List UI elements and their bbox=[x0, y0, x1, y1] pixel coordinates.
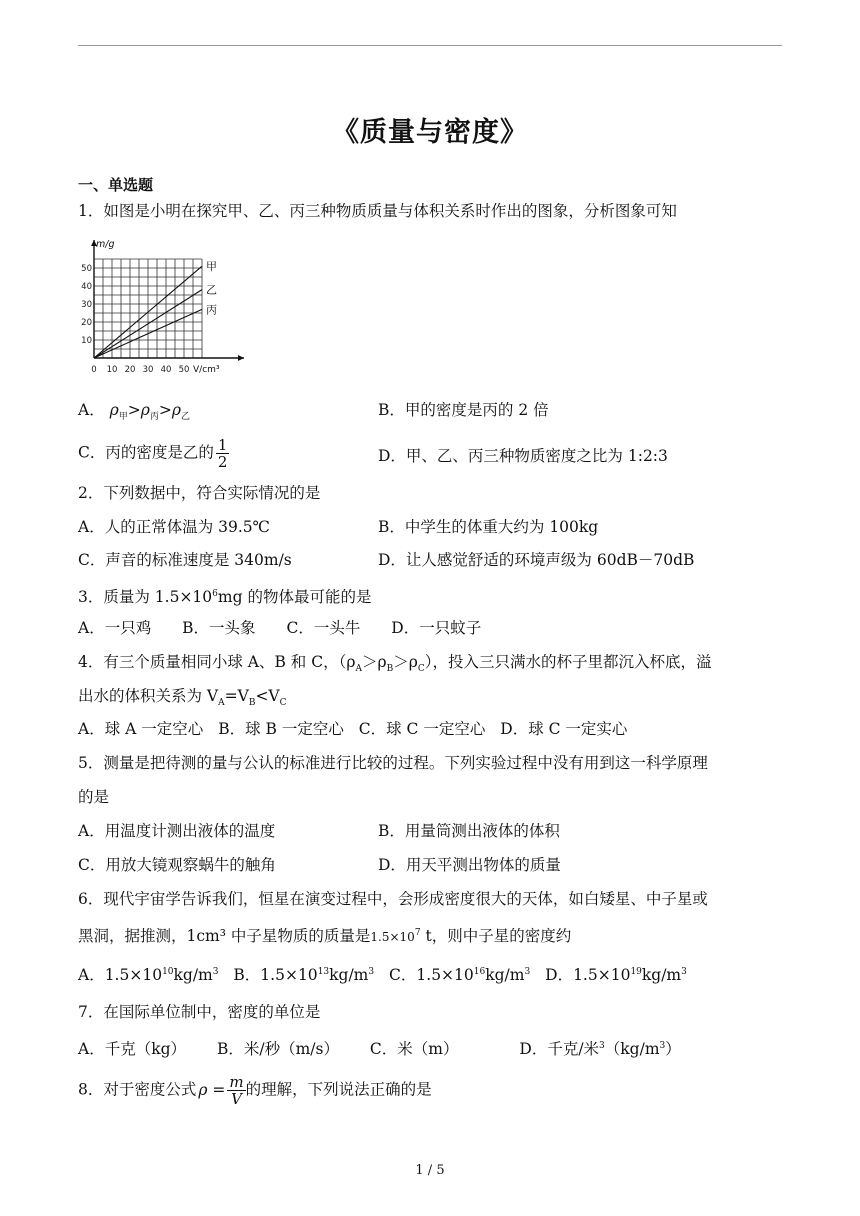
x-tick-label: 30 bbox=[142, 365, 154, 375]
q3-stem: 3．质量为 $1.5\times 10^6mg$ 的物体最可能的是 bbox=[78, 588, 372, 607]
x-tick-label: 10 bbox=[106, 365, 118, 375]
q6-option-b: B．$1.5\times 10^{13}kg/m^3$ bbox=[233, 966, 375, 985]
q1-option-a: A． $\rho_甲>\rho_丙>\rho_乙$ bbox=[78, 401, 191, 423]
mass-volume-chart bbox=[81, 238, 254, 378]
q2-option-c: C．声音的标准速度是 340m/s bbox=[78, 551, 292, 569]
series-label: 丙 bbox=[206, 303, 217, 317]
q3-options bbox=[78, 618, 481, 638]
q2-option-a: A．人的正常体温为 39.5℃ bbox=[78, 518, 270, 536]
q8-stem: 8．对于密度公式 ρ = $\frac{m}{V}$ 的理解，下列说法正确的是 bbox=[78, 1073, 432, 1108]
q3-option-c: C．一头牛 bbox=[286, 619, 361, 637]
q3-option-a: A．一只鸡 bbox=[78, 619, 152, 637]
y-tick-label: 40 bbox=[81, 282, 92, 292]
q3-option-d: D．一只蚊子 bbox=[391, 619, 482, 637]
q7-option-b: B．米/秒（m/s） bbox=[216, 1040, 339, 1059]
y-tick-label: 20 bbox=[81, 318, 92, 328]
q6-stem-line1: 6．现代宇宙学告诉我们，恒星在演变过程中，会形成密度很大的天体，如白矮星、中子星或 bbox=[78, 890, 708, 908]
q3-option-b: B．一头象 bbox=[182, 619, 256, 637]
q4-option-c: C．球 C 一定空心 bbox=[358, 720, 486, 738]
page-number: 1 / 5 bbox=[415, 1163, 445, 1178]
fraction-one-half: $\frac{1}{2}$ bbox=[217, 436, 228, 471]
q5-stem-line2: 的是 bbox=[78, 788, 110, 806]
q7-options bbox=[78, 1036, 681, 1059]
x-axis-arrow bbox=[238, 355, 244, 361]
q4-option-b: B．球 B 一定空心 bbox=[218, 720, 344, 738]
q1-option-b: B．甲的密度是丙的 2 倍 bbox=[378, 401, 549, 419]
q6-option-c: C．$1.5\times 10^{16}kg/m^3$ bbox=[389, 966, 531, 985]
q4-stem-line2: 出水的体积关系为 $V_A=V_B<V_C$ bbox=[78, 687, 287, 709]
series-label: 乙 bbox=[206, 283, 217, 297]
q7-stem: 7．在国际单位制中，密度的单位是 bbox=[78, 1003, 321, 1021]
q5-option-a: A．用温度计测出液体的温度 bbox=[78, 822, 276, 840]
series-label: 甲 bbox=[206, 260, 217, 274]
q2-option-d: D．让人感觉舒适的环境声级为 60dB－70dB bbox=[378, 551, 695, 569]
q2-option-b: B．中学生的体重大约为 100kg bbox=[378, 518, 599, 536]
q2-stem: 2．下列数据中，符合实际情况的是 bbox=[78, 484, 321, 502]
y-axis-label: m/g bbox=[96, 239, 115, 250]
q6-option-a: A．$1.5\times 10^{10}kg/m^3$ bbox=[78, 966, 219, 985]
q1-option-c: C．丙的密度是乙的 $\frac{1}{2}$ bbox=[78, 436, 228, 471]
y-tick-label: 30 bbox=[81, 300, 92, 310]
q6-option-d: D．$1.5\times 10^{19}kg/m^3$ bbox=[545, 966, 687, 985]
q7-option-a: A．千克（kg） bbox=[78, 1040, 187, 1059]
q5-stem-line1: 5．测量是把待测的量与公认的标准进行比较的过程。下列实验过程中没有用到这一科学原理 bbox=[78, 754, 708, 772]
q7-option-d: D．千克/米$^3(kg/m^3)$ bbox=[519, 1040, 681, 1059]
chart-axes bbox=[91, 240, 244, 361]
x-tick-label: 20 bbox=[124, 365, 136, 375]
header-rule bbox=[78, 45, 782, 46]
x-axis-label: V/cm³ bbox=[193, 365, 220, 375]
q5-option-c: C．用放大镜观察蜗牛的触角 bbox=[78, 856, 276, 874]
q6-options bbox=[78, 962, 687, 985]
section-heading: 一、单选题 bbox=[78, 176, 154, 194]
y-tick-label: 10 bbox=[81, 336, 92, 346]
q6-stem-line2: 黑洞，据推测，1cm³ 中子星物质的质量是$1.5\times 10^7$ t，则中子星的密度约 bbox=[78, 927, 572, 946]
q1-stem: 1．如图是小明在探究甲、乙、丙三种物质质量与体积关系时作出的图象，分析图象可知 bbox=[78, 202, 677, 220]
q4-options bbox=[78, 719, 627, 739]
y-tick-label: 50 bbox=[81, 264, 92, 274]
x-tick-label: 0 bbox=[91, 365, 97, 375]
density-formula-fraction: $\frac{m}{V}$ bbox=[229, 1073, 244, 1108]
chart-grid bbox=[94, 259, 202, 358]
q1-option-d: D．甲、乙、丙三种物质密度之比为 1:2:3 bbox=[378, 447, 668, 465]
q5-option-d: D．用天平测出物体的质量 bbox=[378, 856, 561, 874]
q7-option-c: C．米（m） bbox=[369, 1040, 459, 1059]
x-tick-label: 50 bbox=[178, 365, 190, 375]
q4-option-d: D．球 C 一定实心 bbox=[500, 720, 628, 738]
page-title: 《质量与密度》 bbox=[332, 117, 528, 148]
q5-option-b: B．用量筒测出液体的体积 bbox=[378, 822, 560, 840]
q4-stem-line1: 4．有三个质量相同小球 A、B 和 C，$(\rho_A>\rho_B>\rho_C)$，投入三只满水的杯子里都沉入杯底，溢 bbox=[78, 653, 712, 675]
q4-option-a: A．球 A 一定空心 bbox=[78, 720, 204, 738]
x-tick-label: 40 bbox=[160, 365, 172, 375]
